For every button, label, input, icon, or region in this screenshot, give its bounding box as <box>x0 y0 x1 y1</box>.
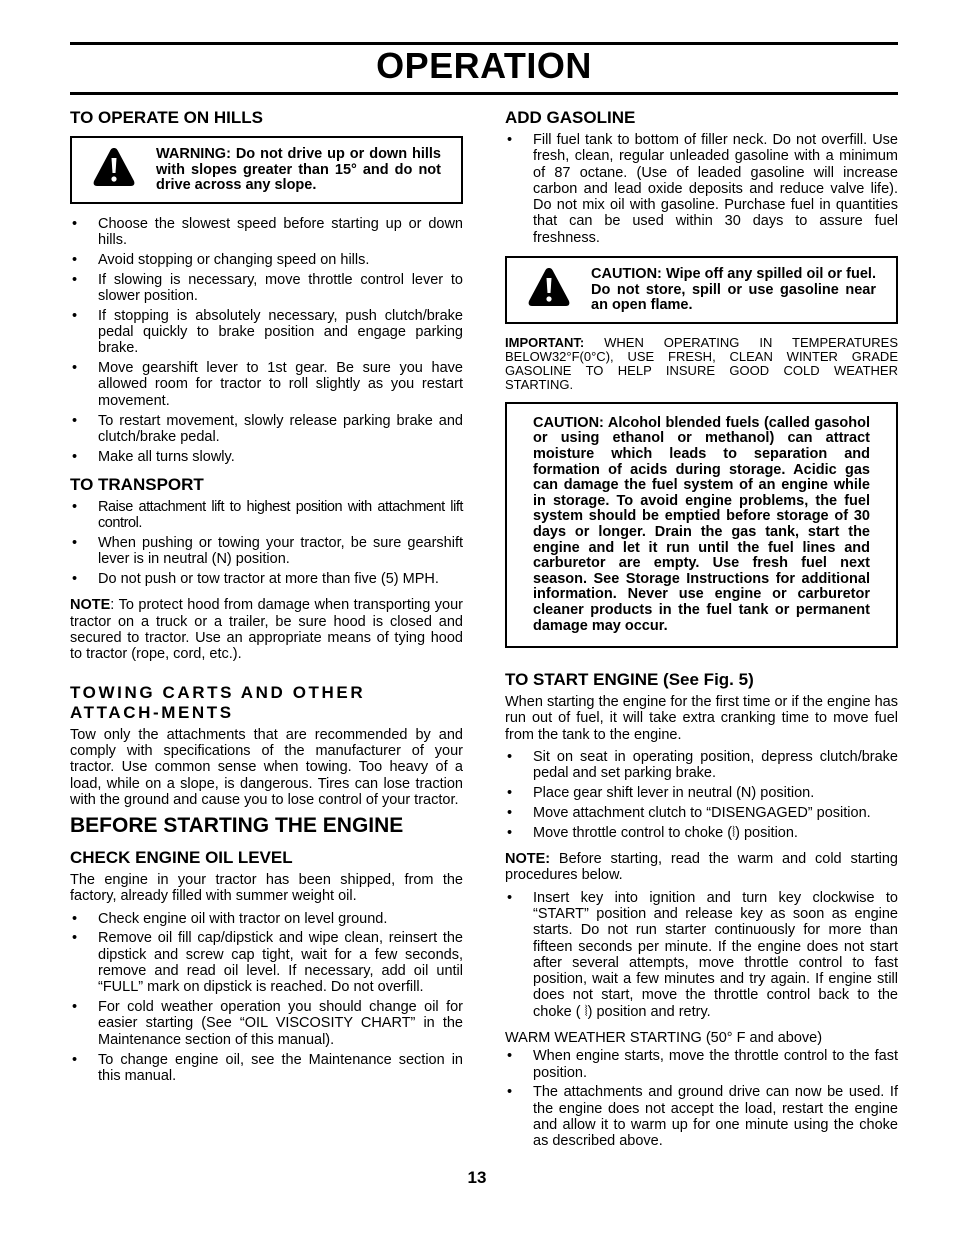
list-item: • Move throttle control to choke (⦚) position. <box>505 825 898 841</box>
caution-text-alcohol: CAUTION: Alcohol blended fuels (called gasohol or using ethanol or methanol) can attract moisture which leads to separation and formation of acids during storage. Acidic gas can damage the fuel system of an engine while in storage. To avoid engine problems, the fuel system should be emptied before storage of 30 days or longer. Drain the gas tank, start the engine and let it run until the fuel lines and carburetor are empty. Use fresh fuel next season. See Storage Instructions for additional information. Never use engine or carburetor cleaner products in the fuel tank or permanent damage may occur. <box>533 414 870 634</box>
list-item: • If stopping is absolutely necessary, push clutch/brake pedal quickly to brake position and engage parking brake. <box>70 308 463 357</box>
transport-heading: TO TRANSPORT <box>70 474 204 494</box>
list-item: • Sit on seat in operating position, depress clutch/brake pedal and set parking brake. <box>505 749 898 782</box>
page-number: 13 <box>467 1168 487 1187</box>
towing-text: Tow only the attachments that are recommended by and comply with specifications of the manufacturer of your tractor. Use common sense when towing. Too heavy of a load, while on a slope, is dangerous. Tires can lose traction with the ground and cause you to lose control of your tractor. <box>70 726 463 808</box>
list-item: • Make all turns slowly. <box>70 449 463 465</box>
list-item: • To restart movement, slowly release parking brake and clutch/brake pedal. <box>70 413 463 446</box>
title-rule <box>70 92 898 95</box>
list-item: • Move attachment clutch to “DISENGAGED” position. <box>505 805 898 821</box>
list-item: • Fill fuel tank to bottom of filler neck. Do not overfill. Use fresh, clean, regular unleaded gasoline with a minimum of 87 octane. (Use of leaded gasoline will increase carbon and lead oxide deposits and reduce valve life). Do not mix oil with gasoline. Purchase fuel in quantities that can be used within 30 days to assure fuel freshness. <box>505 132 898 246</box>
list-item: • For cold weather operation you should change oil for easier starting (See “OIL VISCOSITY CHART” in the Maintenance section of this manual). <box>70 999 463 1048</box>
oil-intro: The engine in your tractor has been shipped, from the factory, already filled with summer weight oil. <box>70 872 463 905</box>
caution-box-alcohol <box>505 402 898 648</box>
warm-weather-heading: WARM WEATHER STARTING (50° F and above) <box>505 1030 823 1047</box>
towing-heading: TOWING CARTS AND OTHER ATTACH-MENTS <box>70 682 366 722</box>
page-title: OPERATION <box>376 45 592 86</box>
right-column <box>505 108 898 1160</box>
start-note <box>505 851 898 884</box>
oil-heading: CHECK ENGINE OIL LEVEL <box>70 848 293 868</box>
important-text: WHEN OPERATING IN TEMPERATURES BELOW32°F(0°C), USE FRESH, CLEAN WINTER GRADE GASOLINE TO HELP INSURE GOOD COLD WEATHER STARTING. <box>505 334 898 392</box>
oil-list <box>70 911 463 1084</box>
start-intro: When starting the engine for the first time or if the engine has run out of fuel, it will take extra cranking time to move fuel from the tank to the engine. <box>505 694 898 743</box>
start-list-2 <box>505 890 898 1020</box>
hills-warning-text: WARNING: Do not drive up or down hills with slopes greater than 15° and do not drive across any slope. <box>156 146 441 194</box>
list-item: • When engine starts, move the throttle control to the fast position. <box>505 1048 898 1081</box>
note-label: NOTE: <box>505 851 551 868</box>
hills-list <box>70 216 463 465</box>
warning-triangle-icon <box>72 138 156 188</box>
note-text: : To protect hood from damage when transporting your tractor on a truck or a trailer, be sure hood is closed and secured to tractor. Use an appropriate means of tying hood to tractor (rope, cord, etc.). <box>70 597 463 663</box>
hills-heading: TO OPERATE ON HILLS <box>70 108 263 127</box>
warning-triangle-icon <box>507 258 591 308</box>
start-list <box>505 749 898 841</box>
list-item: • The attachments and ground drive can now be used. If the engine does not accept the load, restart the engine and allow it to warm up for one minute using the choke as described above. <box>505 1084 898 1149</box>
list-item: • If slowing is necessary, move throttle control lever to slower position. <box>70 272 463 305</box>
hills-warning-box <box>70 136 463 204</box>
start-engine-heading: TO START ENGINE (See Fig. 5) <box>505 670 754 690</box>
transport-list <box>70 499 463 587</box>
left-column <box>70 108 463 1094</box>
gasoline-heading: ADD GASOLINE <box>505 108 636 127</box>
list-item: • Raise attachment lift to highest position with attachment lift control. <box>70 499 463 532</box>
list-item: • Do not push or tow tractor at more than five (5) MPH. <box>70 571 463 587</box>
caution-text-fuel: CAUTION: Wipe off any spilled oil or fuel. Do not store, spill or use gasoline near an open flame. <box>591 266 876 314</box>
important-note <box>505 336 898 392</box>
list-item: • Remove oil fill cap/dipstick and wipe clean, reinsert the dipstick and screw cap tight, wait for a few seconds, remove and read oil level. If necessary, add oil until “FULL” mark on dipstick is reached. Do not overfill. <box>70 930 463 995</box>
list-item: • To change engine oil, see the Maintenance section in this manual. <box>70 1052 463 1085</box>
note-text: Before starting, read the warm and cold starting procedures below. <box>505 851 898 884</box>
list-item: • Place gear shift lever in neutral (N) position. <box>505 785 898 801</box>
caution-box-fuel <box>505 256 898 324</box>
list-item: • Check engine oil with tractor on level ground. <box>70 911 463 927</box>
note-label: NOTE <box>70 597 111 614</box>
transport-note <box>70 597 463 662</box>
list-item: • When pushing or towing your tractor, be sure gearshift lever is in neutral (N) position. <box>70 535 463 568</box>
list-item: • Insert key into ignition and turn key clockwise to “START” position and release key as soon as engine starts. Do not run starter continuously for more than fifteen seconds per minute. If the engine does not start after several attempts, move throttle control to fast position, wait a few minutes and try again. If engine still does not start, move the throttle control back to the choke ( ⦚) position and retry. <box>505 890 898 1020</box>
warm-list <box>505 1048 898 1149</box>
before-starting-heading: BEFORE STARTING THE ENGINE <box>70 814 404 838</box>
list-item: • Move gearshift lever to 1st gear. Be sure you have allowed room for tractor to roll slightly as you restart movement. <box>70 360 463 409</box>
list-item: • Choose the slowest speed before starting up or down hills. <box>70 216 463 249</box>
gasoline-list <box>505 132 898 246</box>
list-item: • Avoid stopping or changing speed on hills. <box>70 252 463 268</box>
important-label: IMPORTANT: <box>505 334 585 350</box>
